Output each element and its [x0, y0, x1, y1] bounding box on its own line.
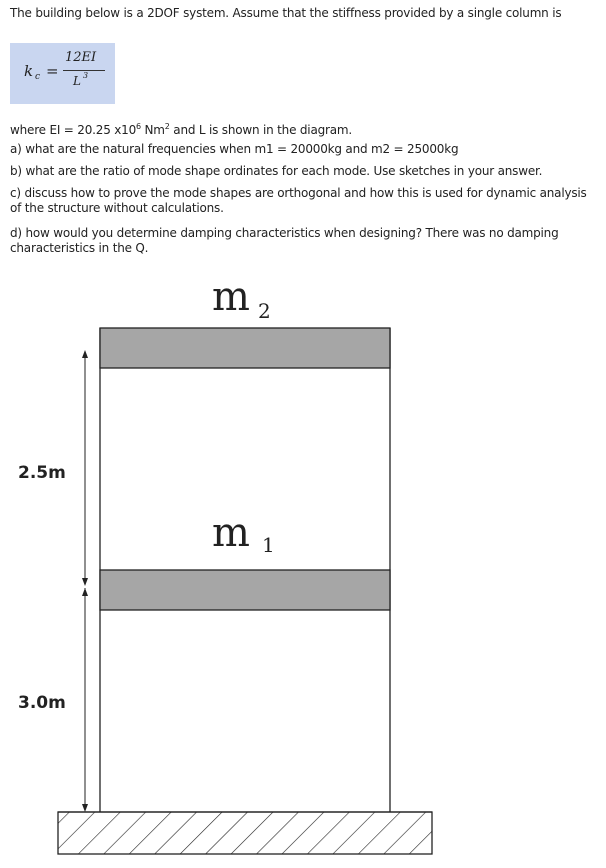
- where-sup-exponent-6: 6: [136, 122, 141, 131]
- formula-equals: =: [46, 62, 59, 80]
- m2-subscript: 2: [258, 299, 271, 323]
- question-a: a) what are the natural frequencies when m1 = 20000kg and m2 = 25000kg: [10, 142, 459, 156]
- where-prefix: where EI = 20.25 x10: [10, 123, 137, 137]
- intro-text: The building below is a 2DOF system. Assume that the stiffness provided by a single column is: [10, 6, 562, 20]
- frame-diagram: [0, 270, 606, 868]
- m1-subscript: 1: [262, 533, 275, 557]
- stiffness-formula: [10, 43, 115, 104]
- lower-dim-arrow-top: [82, 588, 88, 596]
- question-d: d) how would you determine damping characteristics when designing? There was no damping characteristics in the Q.: [10, 226, 559, 255]
- ground-hatch: [58, 812, 432, 854]
- m1-label: m: [212, 510, 250, 556]
- question-b: b) what are the ratio of mode shape ordinates for each mode. Use sketches in your answer.: [10, 164, 543, 178]
- where-line: [10, 119, 352, 138]
- where-unit: Nm: [140, 123, 165, 137]
- formula-k: k: [24, 62, 34, 80]
- middle-slab: [100, 570, 390, 610]
- formula-denominator: L: [73, 74, 81, 88]
- upper-dim-arrow-top: [82, 350, 88, 358]
- upper-dim-arrow-bottom: [82, 578, 88, 586]
- formula-k-subscript: c: [35, 72, 41, 82]
- where-sup-exponent-2: 2: [164, 122, 170, 131]
- upper-dimension-label: 2.5m: [18, 463, 66, 483]
- formula-denominator-exponent: 3: [83, 71, 89, 80]
- question-c: c) discuss how to prove the mode shapes are orthogonal and how this is used for dynamic analysis of the structure without calculations.: [10, 186, 587, 215]
- where-suffix: and L is shown in the diagram.: [169, 123, 353, 137]
- top-slab: [100, 328, 390, 368]
- m2-label: m: [212, 274, 250, 320]
- lower-dimension-label: 3.0m: [18, 693, 66, 713]
- formula-numerator: 12EI: [65, 50, 97, 65]
- lower-dim-arrow-bottom: [82, 804, 88, 812]
